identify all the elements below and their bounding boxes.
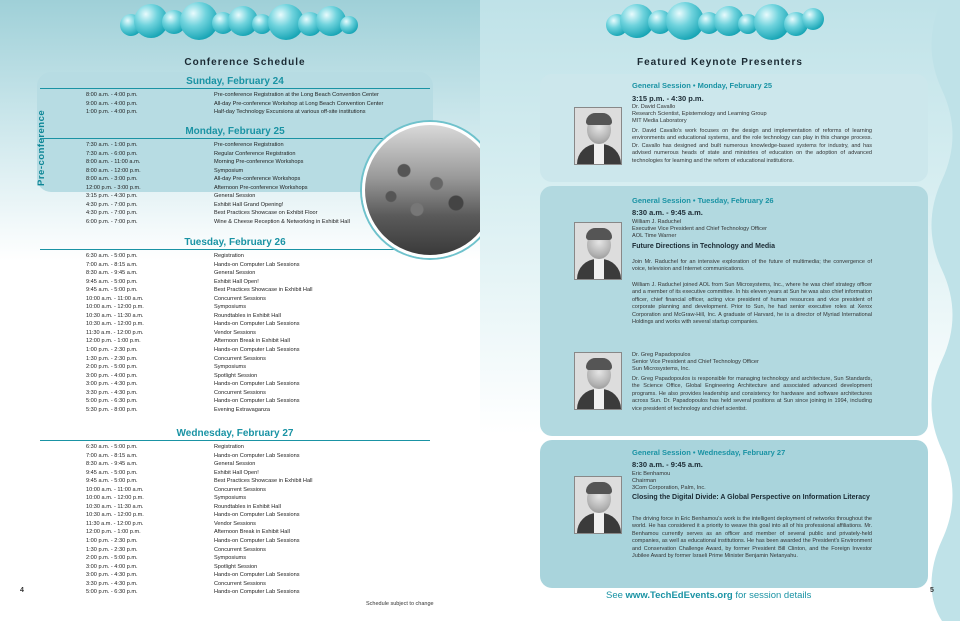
event-title: Registration bbox=[214, 444, 244, 450]
presenter-bio: William J. Raduchel joined AOL from Sun Microsystems, Inc., where he was chief strategy officer and a member of its executive committee. In his eleven years at Sun he was also chief information officer, chief financial officer, acting vice president of human resources and vice president of corporate planning and development. Prior to Sun, he had senior executive roles at Xerox Corporation and McGraw-Hill, Inc. A graduate of Harvard, he is a director of Myriad International Holdings and works with several startup companies. bbox=[632, 282, 872, 326]
schedule-row bbox=[86, 329, 386, 338]
schedule-row bbox=[86, 537, 386, 546]
schedule-row bbox=[86, 252, 386, 261]
event-title: All-day Pre-conference Workshop at Long Beach Convention Center bbox=[214, 100, 384, 107]
event-title: General Session bbox=[214, 270, 256, 277]
portrait-benhamou bbox=[574, 476, 622, 534]
event-title: Afternoon Break in Exhibit Hall bbox=[214, 338, 290, 345]
divider bbox=[40, 440, 430, 441]
day-heading-tuesday: Tuesday, February 26 bbox=[184, 237, 286, 248]
schedule-row bbox=[86, 184, 386, 193]
talk-description: Join Mr. Raduchel for an intensive exploration of the future of multimedia; the convergence of voice, television and Internet communications. bbox=[632, 259, 872, 273]
divider bbox=[40, 138, 430, 139]
event-title: Roundtables in Exhibit Hall bbox=[214, 503, 281, 510]
event-title: Best Practices Showcase on Exhibit Floor bbox=[214, 210, 318, 217]
event-time: 4:30 p.m. - 7:00 p.m. bbox=[86, 201, 138, 208]
event-time: 1:30 p.m. - 2:30 p.m. bbox=[86, 546, 138, 553]
schedule-row bbox=[86, 141, 386, 150]
event-time: 6:30 a.m. - 5:00 p.m. bbox=[86, 253, 138, 259]
event-time: 7:30 a.m. - 1:00 p.m. bbox=[86, 142, 138, 148]
event-time: 8:30 a.m. - 9:45 a.m. bbox=[86, 270, 138, 277]
event-time: 3:15 p.m. - 4:30 p.m. bbox=[86, 193, 138, 200]
event-time: 1:00 p.m. - 2:30 p.m. bbox=[86, 538, 138, 545]
schedule-monday bbox=[86, 141, 386, 226]
schedule-row bbox=[86, 312, 386, 321]
event-title: Spotlight Session bbox=[214, 372, 258, 379]
schedule-row bbox=[86, 303, 386, 312]
event-time: 5:00 p.m. - 6:30 p.m. bbox=[86, 589, 138, 596]
schedule-row bbox=[86, 406, 386, 415]
event-time: 7:00 a.m. - 8:15 a.m. bbox=[86, 452, 138, 459]
event-time: 3:30 p.m. - 4:30 p.m. bbox=[86, 580, 138, 587]
presenter-name: Eric Benhamou bbox=[632, 471, 671, 477]
event-time: 12:00 p.m. - 1:00 p.m. bbox=[86, 529, 141, 536]
divider bbox=[40, 88, 430, 89]
schedule-row bbox=[86, 380, 386, 389]
event-time: 3:00 p.m. - 4:00 p.m. bbox=[86, 563, 138, 570]
event-time: 10:30 a.m. - 12:00 p.m. bbox=[86, 512, 144, 519]
session-heading-tuesday: General Session • Tuesday, February 26 bbox=[632, 196, 774, 205]
portrait-raduchel bbox=[574, 222, 622, 280]
event-title: Best Practices Showcase in Exhibit Hall bbox=[214, 287, 313, 294]
event-title: Concurrent Sessions bbox=[214, 295, 266, 302]
divider bbox=[40, 249, 430, 250]
schedule-row bbox=[86, 452, 386, 461]
event-time: 7:00 a.m. - 8:15 a.m. bbox=[86, 261, 138, 268]
schedule-row bbox=[86, 363, 386, 372]
event-time: 11:30 a.m. - 12:00 p.m. bbox=[86, 329, 144, 336]
schedule-row bbox=[86, 511, 386, 520]
presenter-bio: Dr. David Cavallo's work focuses on the design and implementation of reforms of learning environments and educational systems, and the role technology can play in this change process. Dr. Cavallo has designed and built numerous knowledge-based systems for industry, and has advised numerous heads of state and ministries of education on the adoption of advanced technologies for learning and the reform of educational institutions. bbox=[632, 128, 872, 164]
schedule-row bbox=[86, 218, 386, 227]
event-time: 8:30 a.m. - 9:45 a.m. bbox=[86, 461, 138, 468]
schedule-row bbox=[86, 469, 386, 478]
event-title: Symposiums bbox=[214, 364, 247, 371]
page-number-right: 5 bbox=[930, 587, 934, 594]
event-time: 4:30 p.m. - 7:00 p.m. bbox=[86, 210, 138, 217]
schedule-row bbox=[86, 460, 386, 469]
event-title: Wine & Cheese Reception & Networking in Exhibit Hall bbox=[214, 218, 350, 225]
schedule-row bbox=[86, 355, 386, 364]
event-time: 9:45 a.m. - 5:00 p.m. bbox=[86, 478, 138, 485]
event-time: 8:00 a.m. - 12:00 p.m. bbox=[86, 167, 141, 174]
event-title: Exhibit Hall Open! bbox=[214, 469, 259, 476]
event-time: 3:30 p.m. - 4:30 p.m. bbox=[86, 389, 138, 396]
event-time: 9:45 a.m. - 5:00 p.m. bbox=[86, 278, 138, 285]
schedule-row bbox=[86, 278, 386, 287]
schedule-row bbox=[86, 209, 386, 218]
schedule-row bbox=[86, 494, 386, 503]
event-time: 2:00 p.m. - 5:00 p.m. bbox=[86, 364, 138, 371]
presenter-name: William J. Raduchel bbox=[632, 219, 682, 225]
event-time: 10:30 a.m. - 11:30 a.m. bbox=[86, 503, 144, 510]
day-heading-sunday: Sunday, February 24 bbox=[186, 76, 284, 87]
pre-conference-label: Pre-conference bbox=[36, 109, 47, 186]
schedule-row bbox=[86, 108, 386, 117]
session-heading-monday: General Session • Monday, February 25 bbox=[632, 81, 773, 90]
event-time: 3:00 p.m. - 4:30 p.m. bbox=[86, 381, 138, 388]
session-time-monday: 3:15 p.m. - 4:30 p.m. bbox=[632, 94, 704, 103]
presenter-role: Research Scientist, Epistemology and Learning Group bbox=[632, 111, 767, 117]
event-time: 5:30 p.m. - 8:00 p.m. bbox=[86, 406, 138, 413]
schedule-row bbox=[86, 175, 386, 184]
event-time: 6:00 p.m. - 7:00 p.m. bbox=[86, 218, 138, 225]
event-time: 10:30 a.m. - 11:30 a.m. bbox=[86, 312, 144, 319]
schedule-row bbox=[86, 100, 386, 109]
schedule-row bbox=[86, 571, 386, 580]
event-title: Spotlight Session bbox=[214, 563, 258, 570]
session-time-tuesday: 8:30 a.m. - 9:45 a.m. bbox=[632, 208, 703, 217]
event-title: Best Practices Showcase in Exhibit Hall bbox=[214, 478, 313, 485]
event-time: 3:00 p.m. - 4:00 p.m. bbox=[86, 372, 138, 379]
schedule-row bbox=[86, 261, 386, 270]
schedule-note: Schedule subject to change bbox=[366, 601, 434, 607]
event-time: 8:00 a.m. - 4:00 p.m. bbox=[86, 92, 138, 98]
event-title: General Session bbox=[214, 461, 256, 468]
event-time: 7:30 a.m. - 6:00 p.m. bbox=[86, 150, 138, 157]
schedule-row bbox=[86, 320, 386, 329]
day-heading-monday: Monday, February 25 bbox=[185, 126, 285, 137]
event-time: 1:00 p.m. - 2:30 p.m. bbox=[86, 347, 138, 354]
event-title: Morning Pre-conference Workshops bbox=[214, 159, 304, 166]
presenter-name: Dr. David Cavallo bbox=[632, 104, 676, 110]
schedule-row bbox=[86, 337, 386, 346]
bubble-decoration bbox=[120, 2, 360, 48]
event-title: Symposiums bbox=[214, 495, 247, 502]
presenter-bio: The driving force in Eric Benhamou's work is the intelligent deployment of networks throughout the world. He has considered it a priority to weave this goal into all of his professional affiliations. Mr. Benhamou currently serves as an officer and member of several public and privately-held companies, as well as educational institutions. He has been awarded the President's Environment and Conservation Challenge Award, by former President Bill Clinton, and the Foreign Investor Jubilee Award by former Israeli Prime Minister Benjamin Netanyahu. bbox=[632, 516, 872, 560]
event-time: 12:00 p.m. - 1:00 p.m. bbox=[86, 338, 141, 345]
schedule-tuesday bbox=[86, 252, 386, 414]
day-heading-wednesday: Wednesday, February 27 bbox=[176, 428, 294, 439]
schedule-row bbox=[86, 201, 386, 210]
website-link[interactable]: www.TechEdEvents.org bbox=[625, 590, 733, 601]
schedule-row bbox=[86, 486, 386, 495]
event-title: Hands-on Computer Lab Sessions bbox=[214, 347, 300, 354]
event-title: Afternoon Pre-conference Workshops bbox=[214, 184, 308, 191]
schedule-row bbox=[86, 503, 386, 512]
event-time: 1:00 p.m. - 4:00 p.m. bbox=[86, 109, 138, 116]
schedule-row bbox=[86, 443, 386, 452]
event-title: Concurrent Sessions bbox=[214, 389, 266, 396]
schedule-row bbox=[86, 286, 386, 295]
page-number-left: 4 bbox=[20, 587, 24, 594]
footer-note: See www.TechEdEvents.org for session details bbox=[606, 590, 812, 601]
event-title: Regular Conference Registration bbox=[214, 150, 296, 157]
event-title: All-day Pre-conference Workshops bbox=[214, 176, 301, 183]
presenter-role: Executive Vice President and Chief Technology Officer bbox=[632, 226, 767, 232]
schedule-row bbox=[86, 580, 386, 589]
event-time: 10:00 a.m. - 12:00 p.m. bbox=[86, 495, 144, 502]
schedule-row bbox=[86, 554, 386, 563]
event-title: Evening Extravaganza bbox=[214, 406, 270, 413]
event-title: Pre-conference Registration at the Long Beach Convention Center bbox=[214, 92, 379, 98]
portrait-papadopoulos bbox=[574, 352, 622, 410]
presenter-role: Senior Vice President and Chief Technology Officer bbox=[632, 359, 759, 365]
schedule-title: Conference Schedule bbox=[184, 57, 306, 68]
event-time: 10:00 a.m. - 11:00 a.m. bbox=[86, 486, 144, 493]
schedule-row bbox=[86, 167, 386, 176]
event-time: 3:00 p.m. - 4:30 p.m. bbox=[86, 572, 138, 579]
event-title: Symposium bbox=[214, 167, 244, 174]
session-heading-wednesday: General Session • Wednesday, February 27 bbox=[632, 448, 786, 457]
event-time: 10:00 a.m. - 11:00 a.m. bbox=[86, 295, 144, 302]
event-time: 9:45 a.m. - 5:00 p.m. bbox=[86, 287, 138, 294]
schedule-row bbox=[86, 520, 386, 529]
keynote-title: Featured Keynote Presenters bbox=[637, 57, 803, 68]
schedule-row bbox=[86, 397, 386, 406]
event-time: 2:00 p.m. - 5:00 p.m. bbox=[86, 555, 138, 562]
event-time: 12:00 p.m. - 3:00 p.m. bbox=[86, 184, 141, 191]
event-title: Concurrent Sessions bbox=[214, 580, 266, 587]
event-time: 9:00 a.m. - 4:00 p.m. bbox=[86, 100, 138, 107]
schedule-row bbox=[86, 477, 386, 486]
event-title: Concurrent Sessions bbox=[214, 486, 266, 493]
schedule-row bbox=[86, 346, 386, 355]
event-title: Vendor Sessions bbox=[214, 329, 256, 336]
event-time: 1:30 p.m. - 2:30 p.m. bbox=[86, 355, 138, 362]
event-title: Hands-on Computer Lab Sessions bbox=[214, 398, 300, 405]
presenter-org: AOL Time Warner bbox=[632, 233, 677, 239]
schedule-row bbox=[86, 192, 386, 201]
presenter-org: Sun Microsystems, Inc. bbox=[632, 366, 690, 372]
talk-title: Future Directions in Technology and Media bbox=[632, 243, 775, 250]
event-title: Hands-on Computer Lab Sessions bbox=[214, 452, 300, 459]
schedule-row bbox=[86, 546, 386, 555]
event-title: Concurrent Sessions bbox=[214, 355, 266, 362]
event-title: General Session bbox=[214, 193, 256, 200]
event-title: Hands-on Computer Lab Sessions bbox=[214, 572, 300, 579]
audience-photo bbox=[362, 122, 498, 258]
schedule-row bbox=[86, 150, 386, 159]
event-title: Hands-on Computer Lab Sessions bbox=[214, 261, 300, 268]
event-time: 10:00 a.m. - 12:00 p.m. bbox=[86, 304, 144, 311]
event-title: Registration bbox=[214, 253, 244, 259]
event-title: Exhibit Hall Grand Opening! bbox=[214, 201, 284, 208]
schedule-wednesday bbox=[86, 443, 386, 597]
schedule-row bbox=[86, 588, 386, 597]
event-time: 9:45 a.m. - 5:00 p.m. bbox=[86, 469, 138, 476]
schedule-row bbox=[86, 563, 386, 572]
event-title: Hands-on Computer Lab Sessions bbox=[214, 321, 300, 328]
event-title: Hands-on Computer Lab Sessions bbox=[214, 512, 300, 519]
event-time: 8:00 a.m. - 3:00 p.m. bbox=[86, 176, 138, 183]
event-title: Roundtables in Exhibit Hall bbox=[214, 312, 281, 319]
event-title: Hands-on Computer Lab Sessions bbox=[214, 589, 300, 596]
event-time: 6:30 a.m. - 5:00 p.m. bbox=[86, 444, 138, 450]
schedule-row bbox=[86, 389, 386, 398]
event-title: Vendor Sessions bbox=[214, 520, 256, 527]
presenter-bio: Dr. Greg Papadopoulos is responsible for managing technology and architecture, Sun Standards, the Science Office, Global Engineering Architecture and associated advanced development programs. He also provides leadership and consistency for hardware and software architectures across Sun. Dr. Papadopoulos has held several positions at Sun since joining in 1994, including vice president of technology and chief scientist. bbox=[632, 376, 872, 412]
schedule-row bbox=[86, 269, 386, 278]
event-title: Exhibit Hall Open! bbox=[214, 278, 259, 285]
session-time-wednesday: 8:30 a.m. - 9:45 a.m. bbox=[632, 460, 703, 469]
schedule-row bbox=[86, 528, 386, 537]
presenter-org: 3Com Corporation, Palm, Inc. bbox=[632, 485, 706, 491]
event-time: 10:30 a.m. - 12:00 p.m. bbox=[86, 321, 144, 328]
schedule-row bbox=[86, 372, 386, 381]
event-time: 11:30 a.m. - 12:00 p.m. bbox=[86, 520, 144, 527]
schedule-row bbox=[86, 158, 386, 167]
portrait-cavallo bbox=[574, 107, 622, 165]
event-title: Symposiums bbox=[214, 304, 247, 311]
event-title: Hands-on Computer Lab Sessions bbox=[214, 538, 300, 545]
event-time: 5:00 p.m. - 6:30 p.m. bbox=[86, 398, 138, 405]
schedule-row bbox=[86, 295, 386, 304]
bubble-decoration bbox=[606, 2, 826, 48]
event-title: Afternoon Break in Exhibit Hall bbox=[214, 529, 290, 536]
event-title: Symposiums bbox=[214, 555, 247, 562]
event-title: Half-day Technology Excursions at various off-site institutions bbox=[214, 109, 366, 116]
event-time: 8:00 a.m. - 11:00 a.m. bbox=[86, 159, 141, 166]
presenter-role: Chairman bbox=[632, 478, 657, 484]
event-title: Pre-conference Registration bbox=[214, 142, 284, 148]
schedule-row bbox=[86, 91, 386, 100]
event-title: Concurrent Sessions bbox=[214, 546, 266, 553]
schedule-sunday bbox=[86, 91, 386, 117]
talk-title: Closing the Digital Divide: A Global Perspective on Information Literacy bbox=[632, 494, 870, 501]
presenter-org: MIT Media Laboratory bbox=[632, 118, 687, 124]
event-title: Hands-on Computer Lab Sessions bbox=[214, 381, 300, 388]
presenter-name: Dr. Greg Papadopoulos bbox=[632, 352, 691, 358]
